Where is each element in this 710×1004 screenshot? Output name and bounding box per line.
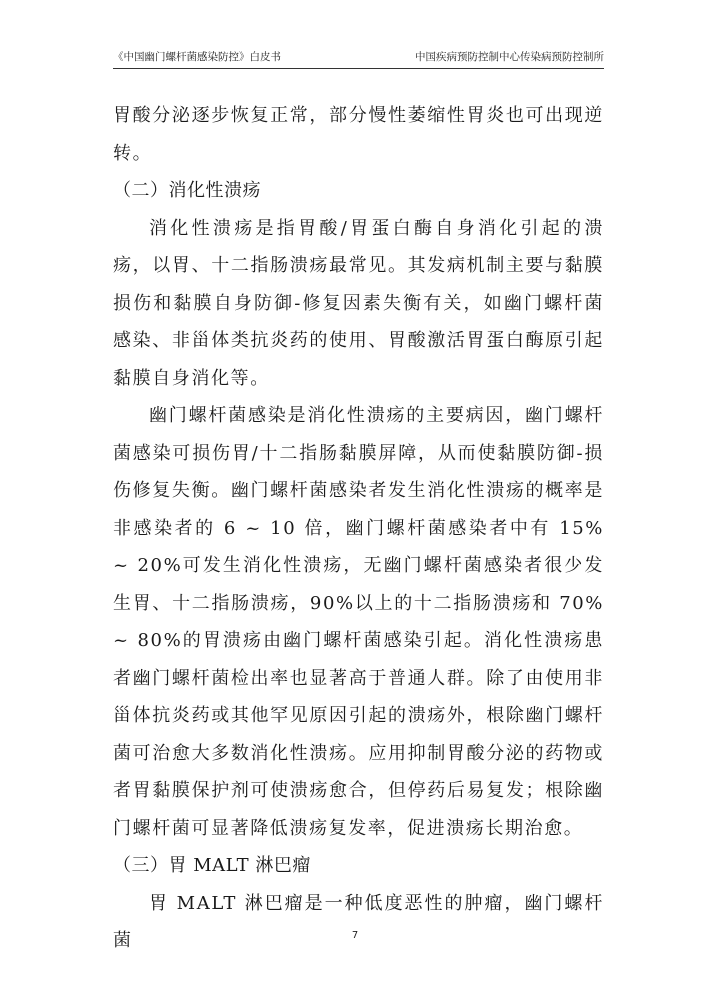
header-organization: 中国疾病预防控制中心传染病预防控制所	[415, 51, 604, 63]
paragraph-malt-lymphoma: 胃 MALT 淋巴瘤是一种低度恶性的肿瘤，幽门螺杆菌	[113, 892, 604, 951]
paragraph-peptic-ulcer-definition: 消化性溃疡是指胃酸/胃蛋白酶自身消化引起的溃疡，以胃、十二指肠溃疡最常见。其发病机制主要与黏膜损伤和黏膜自身防御-修复因素失衡有关，如幽门螺杆菌感染、非甾体类抗炎药的使用、胃酸激活胃蛋白酶原引起黏膜自身消化等。	[113, 217, 604, 389]
body-content	[113, 97, 604, 960]
header-divider	[113, 68, 604, 69]
running-header	[113, 48, 604, 66]
paragraph-hp-and-peptic-ulcer: 幽门螺杆菌感染是消化性溃疡的主要病因，幽门螺杆菌感染可损伤胃/十二指肠黏膜屏障，从而使黏膜防御-损伤修复失衡。幽门螺杆菌感染者发生消化性溃疡的概率是非感染者的 6 ~ 10 倍，幽门螺杆菌感染者中有 15% ~ 20%可发生消化性溃疡，无幽门螺杆菌感染者很少发生胃、十二指肠溃疡，90%以上的十二指肠溃疡和 70% ~ 80%的胃溃疡由幽门螺杆菌感染引起。消化性溃疡患者幽门螺杆菌检出率也显著高于普通人群。除了由使用非甾体抗炎药或其他罕见原因引起的溃疡外，根除幽门螺杆菌可治愈大多数消化性溃疡。应用抑制胃酸分泌的药物或者胃黏膜保护剂可使溃疡愈合，但停药后易复发；根除幽门螺杆菌可显著降低溃疡复发率，促进溃疡长期治愈。	[113, 405, 604, 839]
section-heading-malt-lymphoma: （三）胃 MALT 淋巴瘤	[113, 855, 311, 876]
page-number: 7	[351, 930, 359, 941]
header-document-title: 《中国幽门螺杆菌感染防控》白皮书	[113, 51, 281, 63]
section-heading-peptic-ulcer: （二）消化性溃疡	[113, 180, 261, 201]
continued-paragraph: 胃酸分泌逐步恢复正常，部分慢性萎缩性胃炎也可出现逆转。	[113, 105, 604, 164]
